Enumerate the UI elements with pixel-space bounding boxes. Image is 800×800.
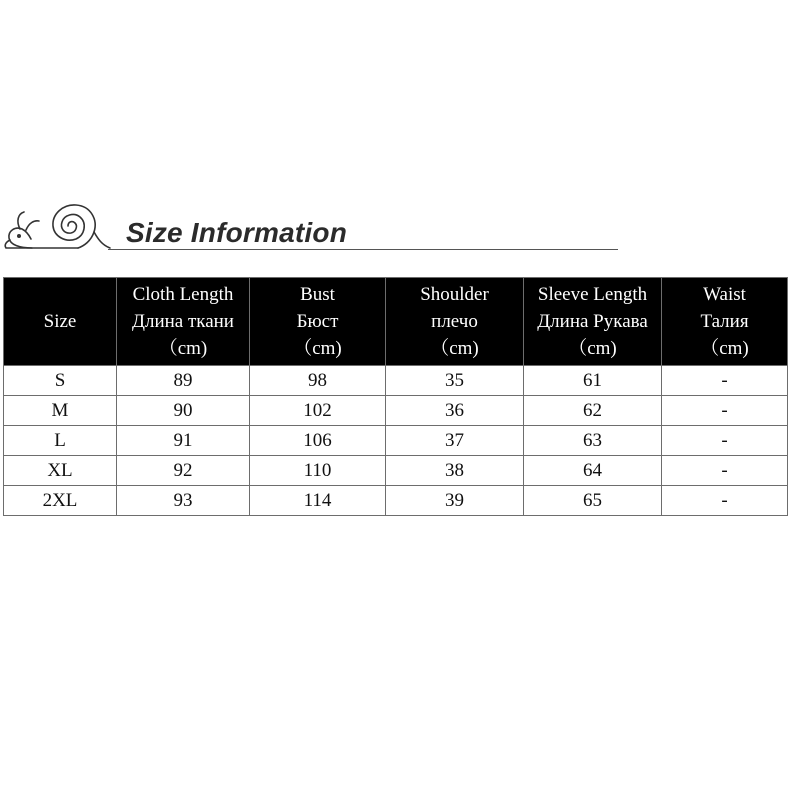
cell-size: M (4, 396, 117, 426)
cell-sleeve-length: 65 (524, 486, 662, 516)
cell-size: XL (4, 456, 117, 486)
cell-waist: - (662, 396, 788, 426)
column-header-shoulder: Shoulder плечо （cm) (386, 278, 524, 366)
cell-shoulder: 35 (386, 366, 524, 396)
page-title: Size Information (126, 217, 347, 248)
cell-sleeve-length: 64 (524, 456, 662, 486)
cell-bust: 106 (250, 426, 386, 456)
cell-waist: - (662, 486, 788, 516)
cell-bust: 102 (250, 396, 386, 426)
column-header-cloth-length: Cloth Length Длина ткани （cm) (117, 278, 250, 366)
cell-shoulder: 38 (386, 456, 524, 486)
cell-sleeve-length: 61 (524, 366, 662, 396)
cell-sleeve-length: 63 (524, 426, 662, 456)
column-header-sleeve-length: Sleeve Length Длина Рукава （cm) (524, 278, 662, 366)
cell-waist: - (662, 366, 788, 396)
title-underline (108, 249, 618, 250)
cell-cloth-length: 93 (117, 486, 250, 516)
table-row (4, 426, 788, 456)
cell-waist: - (662, 426, 788, 456)
table-header-row (4, 278, 788, 366)
table-row (4, 486, 788, 516)
cell-size: S (4, 366, 117, 396)
cell-cloth-length: 90 (117, 396, 250, 426)
column-header-bust: Bust Бюст （cm) (250, 278, 386, 366)
cell-shoulder: 37 (386, 426, 524, 456)
snail-icon (2, 193, 112, 255)
size-table (3, 277, 788, 516)
table-row (4, 456, 788, 486)
table-row (4, 366, 788, 396)
cell-sleeve-length: 62 (524, 396, 662, 426)
cell-cloth-length: 92 (117, 456, 250, 486)
cell-cloth-length: 89 (117, 366, 250, 396)
column-header-waist: Waist Талия （cm) (662, 278, 788, 366)
column-header-size: Size (4, 278, 117, 366)
cell-waist: - (662, 456, 788, 486)
header (0, 190, 800, 260)
table-row (4, 396, 788, 426)
cell-cloth-length: 91 (117, 426, 250, 456)
cell-bust: 114 (250, 486, 386, 516)
cell-shoulder: 36 (386, 396, 524, 426)
cell-bust: 110 (250, 456, 386, 486)
cell-bust: 98 (250, 366, 386, 396)
cell-shoulder: 39 (386, 486, 524, 516)
cell-size: 2XL (4, 486, 117, 516)
cell-size: L (4, 426, 117, 456)
